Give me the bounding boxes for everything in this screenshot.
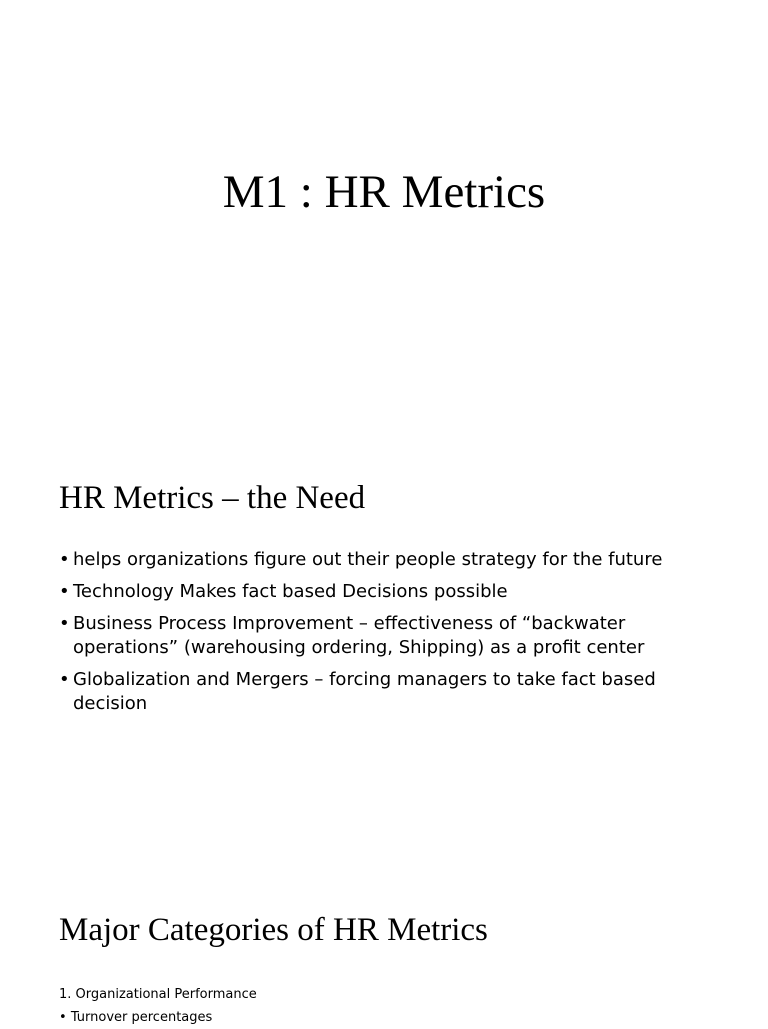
bullet-item: • Business Process Improvement – effectiveness of “backwater operations” (warehousing ordering, Shipping) as a profit center xyxy=(59,612,709,660)
title-slide xyxy=(0,0,768,432)
bullet-item: • Globalization and Mergers – forcing managers to take fact based decision xyxy=(59,668,709,716)
bullet-item-text: Turnover percentages xyxy=(70,1010,213,1025)
deck-title: M1 : HR Metrics xyxy=(222,166,546,218)
categories-slide xyxy=(0,864,768,1024)
bullet-list xyxy=(59,548,709,724)
slide-heading: Major Categories of HR Metrics xyxy=(59,912,488,948)
numbered-item: 1. Organizational Performance xyxy=(59,987,257,1002)
bullet-item: • Technology Makes fact based Decisions possible xyxy=(59,580,709,604)
bullet-item xyxy=(59,1006,257,1029)
category-list xyxy=(59,983,257,1029)
need-slide xyxy=(0,432,768,864)
bullet-item: • helps organizations figure out their people strategy for the future xyxy=(59,548,709,572)
slide-heading: HR Metrics – the Need xyxy=(59,480,366,516)
